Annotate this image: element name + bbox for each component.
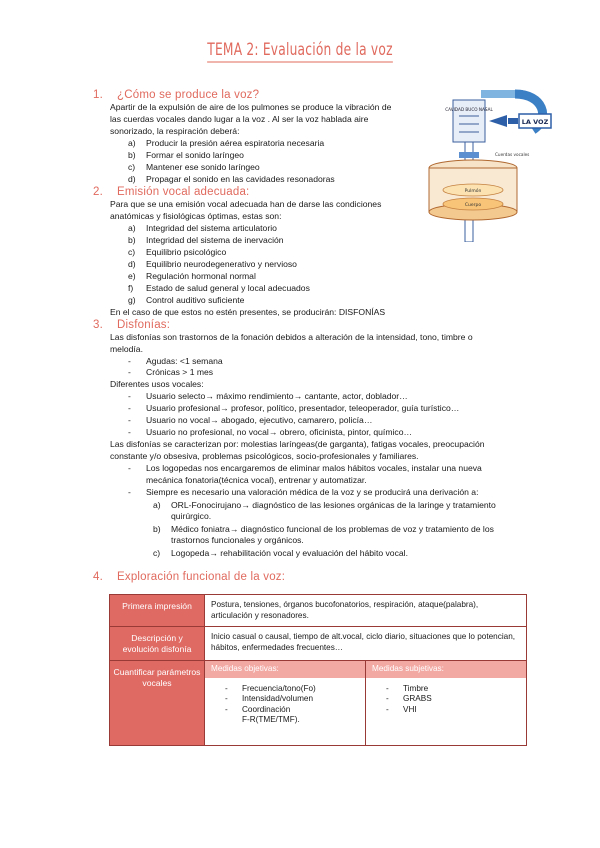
section-4-heading: 4. Exploración funcional de la voz: [93,571,286,583]
objective-measures-cell [205,661,366,746]
cords-label: Cuerdas vocales [495,152,530,157]
referral-continuation: quirúrgico. [171,511,212,521]
lung-label: Pulmón [464,189,482,194]
body-label: Cuerpo [464,203,482,208]
section-1-heading: 1. ¿Cómo se produce la voz? [93,89,260,101]
voice-label: LA VOZ [521,118,549,126]
section-3-heading: 3. Disfonías: [93,319,171,331]
s3-users-heading: Diferentes usos vocales: [110,379,204,389]
row-label: Descripción y evolución disfonía [110,627,205,661]
exploration-table [109,594,527,746]
list-item: - Frecuencia/tono(Fo) [225,683,316,693]
list-item: b) Formar el sonido laríngeo [128,150,244,160]
list-item: - Usuario profesional→ profesor, político, presentador, teleoperador, guía turístico… [128,403,460,413]
list-item: F-R(TME/TMF). [242,715,300,724]
list-item: d) Propagar el sonido en las cavidades resonadoras [128,174,335,184]
s3-intro-line: Las disfonías son trastornos de la fonación debidos a alteración de la intensidad, tono, timbre o [110,332,473,342]
list-item: - Intensidad/volumen [225,694,314,703]
section-2-heading: 2. Emisión vocal adecuada: [93,186,250,198]
list-item: c) Equilibrio psicológico [128,247,227,257]
list-item: - Usuario selecto→ máximo rendimiento→ cantante, actor, doblador… [128,391,408,401]
page-title: TEMA 2: Evaluación de la voz [84,40,516,60]
s2-text-line: anatómicas y fisiológicas óptimas, estas son: [110,211,282,221]
referral-item: b) Médico foniatra→ diagnóstico funcional de los problemas de voz y tratamiento de los [153,524,494,534]
s1-text-line: Apartir de la expulsión de aire de los pulmones se produce la vibración de [110,102,392,112]
s1-text-line: sonorizado, la respiración deberá: [110,126,240,136]
list-item: - Crónicas > 1 mes [128,367,214,377]
s3-intro-line: melodía. [110,344,143,354]
list-item: - Siempre es necesario una valoración médica de la voz y se producirá una derivación a: [128,487,479,497]
list-item: g) Control auditivo suficiente [128,295,245,305]
list-item-continuation: mecánica fonatoria(técnica vocal), entrenar y automatizar. [146,475,367,485]
list-item: - GRABS [386,694,432,703]
list-item: - VHI [386,704,417,714]
referral-item: c) Logopeda→ rehabilitación vocal y evaluación del hábito vocal. [153,548,408,558]
diagram-arrow [489,115,507,127]
referral-item: a) ORL-Fonocirujano→ diagnóstico de las lesiones orgánicas de la laringe y tratamiento [153,500,496,510]
list-item: a) Producir la presión aérea espiratoria necesaria [128,138,325,148]
list-item: e) Regulación hormonal normal [128,271,256,281]
s3-characterized-line: Las disfonías se caracterizan por: molestias laríngeas(de garganta), fatigas vocales, preocupación [110,439,485,449]
row-label: Primera impresión [110,595,205,627]
list-item: - Agudas: <1 semana [128,356,223,366]
s3-characterized-line: constante y/o obsesiva, problemas psicológicos, socio-profesionales y familiares. [110,451,419,461]
table-row [110,661,527,746]
s2-closing: En el caso de que estos no estén presentes, se producirán: DISFONÍAS [110,307,386,317]
subjective-measures-heading: Medidas subjetivas: [366,661,526,678]
list-item: - Los logopedas nos encargaremos de eliminar malos hábitos vocales, instalar una nueva [128,463,482,473]
row-label: Cuantificar parámetros vocales [110,661,205,746]
s1-text-line: las cuerdas vocales dando lugar a la voz . Al ser la voz hablada aire [110,114,369,124]
table-row [110,595,527,627]
cavity-label: CAVIDAD BUCO NASAL [445,107,493,112]
referral-continuation: trastornos funcionales y orgánicos. [171,535,304,545]
row-value: Inicio casual o causal, tiempo de alt.vocal, ciclo diario, situaciones que lo potencian, hábitos, enfermedades frecuentes… [205,627,527,661]
objective-measures-heading: Medidas objetivas: [205,661,365,678]
list-item: f) Estado de salud general y local adecuados [128,283,310,293]
row-value: Postura, tensiones, órganos bucofonatorios, respiración, ataque(palabra), articulación y resonadores. [205,595,527,627]
list-item: - Coordinación [225,704,291,714]
list-item: a) Integridad del sistema articulatorio [128,223,277,233]
list-item: - Usuario no vocal→ abogado, ejecutivo, camarero, policía… [128,415,373,425]
subjective-measures-cell [366,661,527,746]
list-item: b) Integridad del sistema de inervación [128,235,284,245]
s2-text-line: Para que se una emisión vocal adecuada han de darse las condiciones [110,199,382,209]
list-item: - Timbre [386,683,429,693]
list-item: - Usuario no profesional, no vocal→ obrero, oficinista, pintor, químico… [128,427,413,437]
list-item: c) Mantener ese sonido laríngeo [128,162,260,172]
list-item: d) Equilibrio neurodegenerativo y nervioso [128,259,297,269]
table-row [110,627,527,661]
voice-production-diagram [423,82,563,242]
